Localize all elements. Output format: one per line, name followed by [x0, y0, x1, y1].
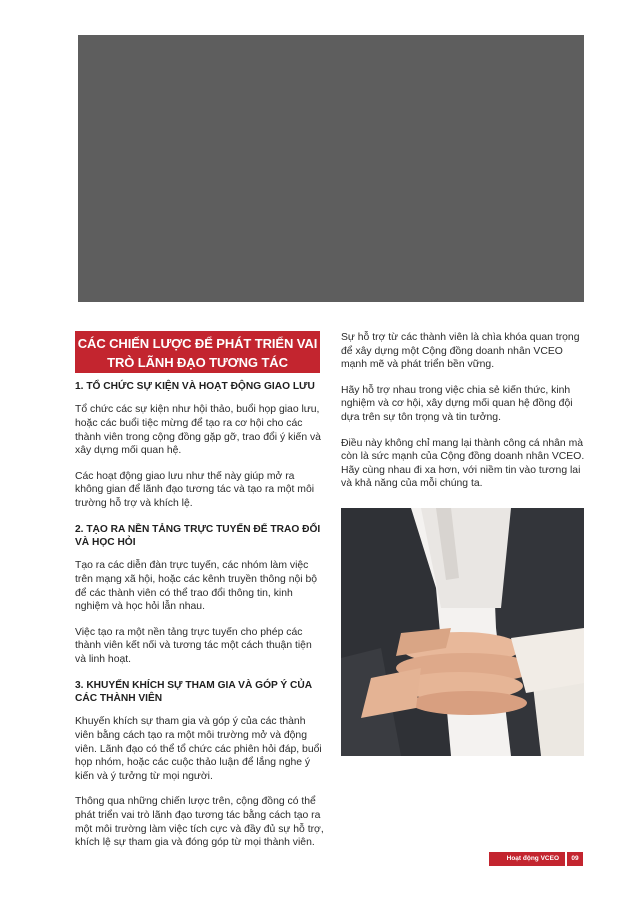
right-paragraph-1: Sự hỗ trợ từ các thành viên là chìa khóa quan trọng để xây dựng một Cộng đồng doanh nhân VCEO mạnh mẽ và phát triển bền vững. — [341, 332, 580, 371]
section-1-paragraph-2: Các hoạt động giao lưu như thế này giúp mở ra không gian để lãnh đạo tương tác và tạo ra một môi trường hỗ trợ và khích lệ. — [75, 470, 315, 509]
right-paragraph-3: Điều này không chỉ mang lại thành công cá nhân mà còn là sức mạnh của Cộng đồng doanh nhân VCEO. Hãy cùng nhau đi xa hơn, với niềm tin vào tương lai và khả năng của mỗi chúng ta. — [341, 437, 585, 490]
page-number: 09 — [567, 852, 583, 866]
section-1 — [75, 380, 325, 511]
right-paragraph-2: Hãy hỗ trợ nhau trong việc chia sẻ kiến thức, kinh nghiệm và cơ hội, xây dựng mối quan hệ đồng đội dựa trên sự tôn trọng và tin tưởng. — [341, 384, 573, 423]
stacked-hands-illustration — [341, 508, 584, 756]
heading-line-2: TRÒ LÃNH ĐẠO TƯƠNG TÁC — [107, 355, 288, 370]
footer-section-label: Hoạt động VCEO — [489, 852, 565, 866]
section-2-paragraph-1: Tạo ra các diễn đàn trực tuyến, các nhóm làm việc trên mạng xã hội, hoặc các kênh truyền thông nội bộ để các thành viên có thể trao đổi thông tin, kinh nghiệm và học hỏi lẫn nhau. — [75, 560, 318, 613]
section-3-paragraph-1: Khuyến khích sự tham gia và góp ý của các thành viên bằng cách tạo ra một môi trường mở và động viên. Lãnh đạo có thể tổ chức các phiên hỏi đáp, buổi họp nhóm, hoặc các cuộc thảo luận để lắng nghe ý kiến và ý tưởng từ mọi người. — [75, 716, 322, 782]
section-heading — [75, 331, 320, 373]
stacked-hands-photo — [341, 508, 584, 756]
section-2-title: 2. TẠO RA NỀN TẢNG TRỰC TUYẾN ĐỂ TRAO ĐỔI VÀ HỌC HỎI — [75, 523, 321, 548]
section-2-paragraph-2: Việc tạo ra một nền tảng trực tuyến cho phép các thành viên kết nối và tương tác một cách thuận tiện và linh hoạt. — [75, 626, 312, 665]
section-3-title: 3. KHUYẾN KHÍCH SỰ THAM GIA VÀ GÓP Ý CỦA CÁC THÀNH VIÊN — [75, 679, 312, 704]
section-1-title: 1. TỔ CHỨC SỰ KIỆN VÀ HOẠT ĐỘNG GIAO LƯU — [75, 381, 315, 392]
heading-line-1: CÁC CHIẾN LƯỢC ĐỂ PHÁT TRIỂN VAI — [77, 336, 318, 351]
section-3-paragraph-2: Thông qua những chiến lược trên, cộng đồng có thể phát triển vai trò lãnh đạo tương tác bằng cách tạo ra một môi trường làm việc tích cực và đầy đủ sự hỗ trợ, khích lệ sự tham gia và đóng góp từ mọi thành viên. — [75, 796, 324, 849]
page-footer — [483, 852, 583, 866]
section-2 — [75, 523, 325, 667]
section-1-paragraph-1: Tổ chức các sự kiện như hội thảo, buổi họp giao lưu, hoặc các buổi tiệc mừng để tạo ra cơ hội cho các thành viên trong cộng đồng gặp gỡ, trao đổi ý kiến và xây dựng mối quan hệ. — [75, 404, 321, 457]
right-column — [341, 331, 586, 503]
left-column — [75, 380, 325, 862]
hero-image-placeholder — [78, 35, 584, 302]
section-3 — [75, 679, 325, 850]
